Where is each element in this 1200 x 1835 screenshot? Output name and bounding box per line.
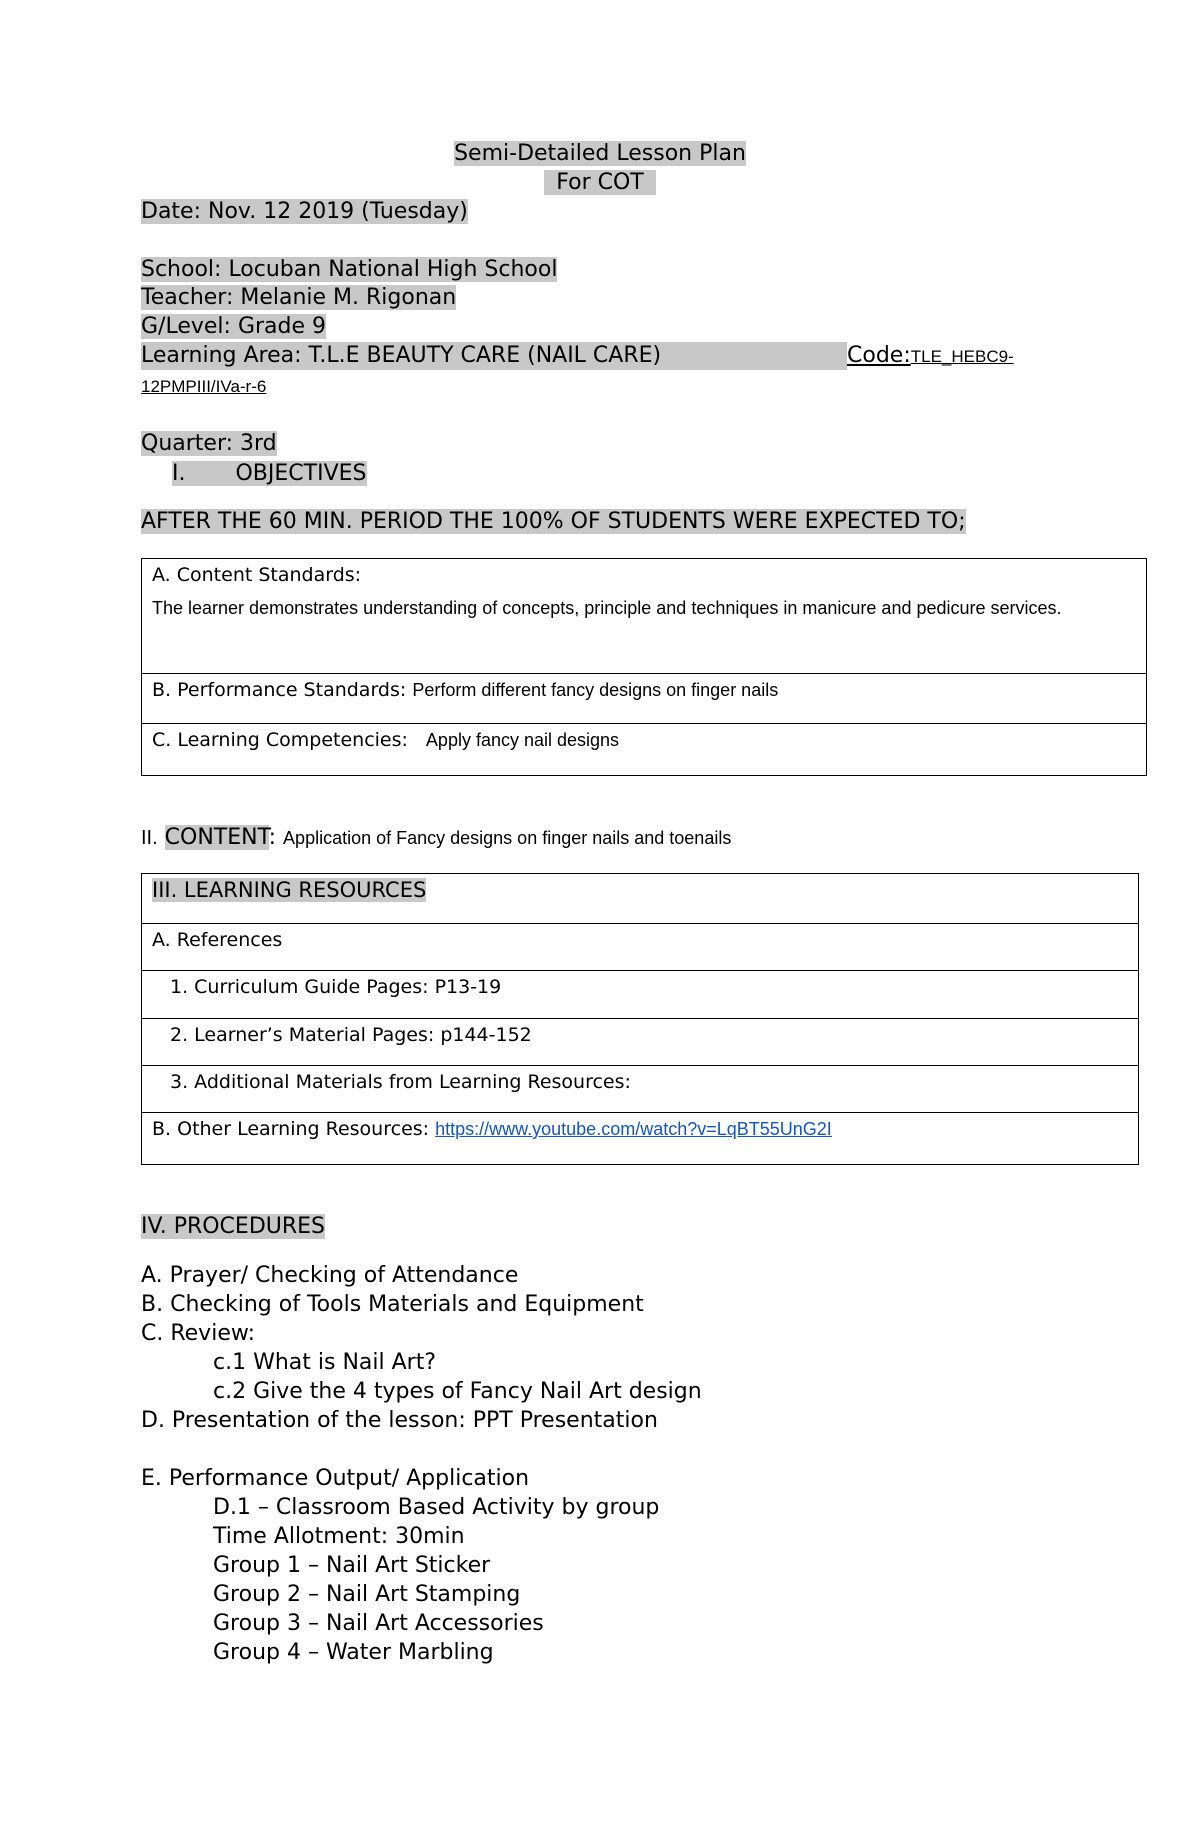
youtube-link[interactable]: https://www.youtube.com/watch?v=LqBT55UnG2I (435, 1119, 832, 1139)
other-resources-label: B. Other Learning Resources: (152, 1118, 430, 1140)
additional-materials-cell: 3. Additional Materials from Learning Resources: (142, 1066, 1139, 1113)
learning-competencies-label: C. Learning Competencies: (152, 729, 408, 751)
procedure-item: D. Presentation of the lesson: PPT Presentation (141, 1408, 658, 1433)
grade-level-line: G/Level: Grade 9 (141, 314, 327, 339)
doc-subtitle: For COT (0, 169, 1200, 197)
performance-standards-label: B. Performance Standards: (152, 679, 407, 701)
objectives-heading: I. OBJECTIVES (172, 461, 367, 486)
learning-area-line: Learning Area: T.L.E BEAUTY CARE (NAIL CARE) Code:TLE_HEBC9- (141, 343, 1014, 368)
performance-output-item: Group 2 – Nail Art Stamping (213, 1582, 521, 1607)
teacher-line: Teacher: Melanie M. Rigonan (141, 285, 457, 310)
content-standards-row (142, 559, 1147, 674)
objectives-intro: AFTER THE 60 MIN. PERIOD THE 100% OF STUDENTS WERE EXPECTED TO; (141, 509, 966, 534)
learning-resources-table (141, 873, 1139, 1165)
standards-table (141, 558, 1147, 776)
code-label: Code: (847, 343, 911, 368)
learners-material-cell: 2. Learner’s Material Pages: p144-152 (142, 1019, 1139, 1066)
content-line: II. CONTENT: Application of Fancy designs on finger nails and toenails (141, 825, 732, 850)
curriculum-guide-cell: 1. Curriculum Guide Pages: P13-19 (142, 971, 1139, 1019)
date-line: Date: Nov. 12 2019 (Tuesday) (141, 199, 468, 224)
performance-output-item: Group 3 – Nail Art Accessories (213, 1611, 544, 1636)
performance-output-item: Group 1 – Nail Art Sticker (213, 1553, 491, 1578)
content-label: CONTENT (164, 825, 269, 850)
references-cell: A. References (142, 924, 1139, 971)
procedure-subitem: c.2 Give the 4 types of Fancy Nail Art design (213, 1379, 702, 1404)
procedure-item: A. Prayer/ Checking of Attendance (141, 1263, 519, 1288)
procedure-item: B. Checking of Tools Materials and Equipment (141, 1292, 644, 1317)
code-value: TLE_HEBC9- (910, 347, 1014, 366)
performance-output-heading: E. Performance Output/ Application (141, 1466, 530, 1491)
learning-resources-heading: III. LEARNING RESOURCES (152, 878, 427, 902)
learning-competencies-row (142, 724, 1147, 776)
procedure-item: C. Review: (141, 1321, 256, 1346)
performance-standards-row (142, 674, 1147, 724)
content-standards-label: A. Content Standards: (152, 564, 362, 586)
procedures-heading: IV. PROCEDURES (141, 1214, 326, 1239)
performance-standards-text: Perform different fancy designs on finger nails (412, 680, 779, 700)
learning-competencies-text: Apply fancy nail designs (425, 730, 620, 750)
school-line: School: Locuban National High School (141, 257, 558, 282)
performance-output-item: D.1 – Classroom Based Activity by group (213, 1495, 660, 1520)
doc-title: Semi-Detailed Lesson Plan (454, 141, 746, 166)
procedure-subitem: c.1 What is Nail Art? (213, 1350, 436, 1375)
content-text: Application of Fancy designs on finger nails and toenails (283, 828, 732, 848)
quarter-line: Quarter: 3rd (141, 431, 277, 456)
performance-output-item: Time Allotment: 30min (213, 1524, 465, 1549)
performance-output-item: Group 4 – Water Marbling (213, 1640, 494, 1665)
code-value-continued: 12PMPIII/IVa-r-6 (141, 377, 267, 396)
content-standards-text: The learner demonstrates understanding of concepts, principle and techniques in manicure and pedicure services. (152, 598, 1062, 618)
